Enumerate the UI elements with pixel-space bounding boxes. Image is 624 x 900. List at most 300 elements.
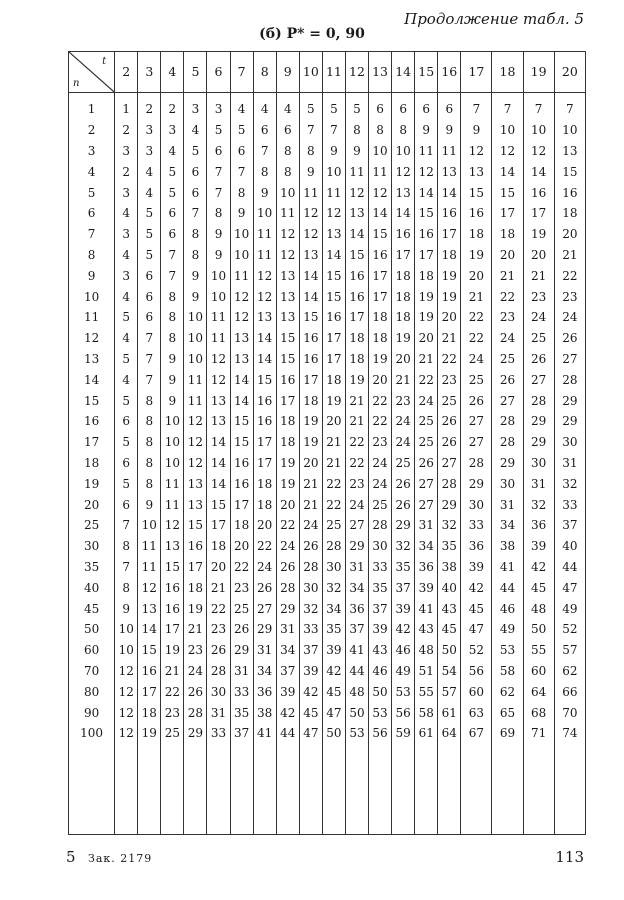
table-body: [69, 93, 586, 835]
table-cell: 60: [461, 681, 492, 702]
table-cell: 5: [115, 307, 138, 328]
table-cell: 29: [276, 598, 299, 619]
table-cell: 5: [115, 349, 138, 370]
table-cell: 31: [207, 702, 230, 723]
table-cell: 31: [230, 661, 253, 682]
table-cell: 37: [554, 515, 585, 536]
table-cell: 29: [461, 473, 492, 494]
table-cell: 56: [369, 723, 392, 744]
table-cell: 19: [184, 598, 207, 619]
table-cell: 7: [461, 93, 492, 120]
table-cell: 16: [392, 224, 415, 245]
table-cell: 15: [554, 161, 585, 182]
table-cell: 6: [438, 93, 461, 120]
table-cell: 25: [369, 494, 392, 515]
table-cell: 13: [184, 494, 207, 515]
table-cell: 33: [207, 723, 230, 744]
table-cell: 20: [461, 265, 492, 286]
table-cell: 12: [369, 182, 392, 203]
table-cell: 48: [415, 640, 438, 661]
table-cell: 36: [461, 536, 492, 557]
empty-cell: [138, 744, 161, 835]
table-cell: 21: [161, 661, 184, 682]
empty-cell: [322, 744, 345, 835]
table-cell: 23: [369, 432, 392, 453]
table-cell: 17: [207, 515, 230, 536]
row-header: 14: [69, 369, 115, 390]
table-cell: 18: [392, 265, 415, 286]
empty-cell: [523, 744, 554, 835]
empty-cell: [299, 744, 322, 835]
table-cell: 18: [299, 390, 322, 411]
table-cell: 21: [299, 473, 322, 494]
table-cell: 53: [369, 702, 392, 723]
table-cell: 28: [554, 369, 585, 390]
table-cell: 56: [461, 661, 492, 682]
table-cell: 39: [276, 681, 299, 702]
table-cell: 5: [161, 161, 184, 182]
table-filler-row: [69, 744, 586, 835]
table-cell: 37: [299, 640, 322, 661]
table-cell: 61: [438, 702, 461, 723]
table-cell: 11: [299, 182, 322, 203]
table-cell: 29: [253, 619, 276, 640]
table-cell: 6: [115, 494, 138, 515]
table-cell: 27: [415, 473, 438, 494]
table-cell: 7: [253, 141, 276, 162]
table-cell: 11: [184, 390, 207, 411]
table-cell: 29: [230, 640, 253, 661]
table-cell: 7: [322, 120, 345, 141]
column-header: 10: [299, 52, 322, 93]
table-cell: 4: [230, 93, 253, 120]
table-cell: 13: [554, 141, 585, 162]
empty-cell: [184, 744, 207, 835]
table-cell: 5: [230, 120, 253, 141]
table-cell: 13: [161, 536, 184, 557]
table-cell: 16: [345, 286, 368, 307]
table-cell: 28: [322, 536, 345, 557]
table-cell: 28: [461, 453, 492, 474]
table-cell: 28: [523, 390, 554, 411]
table-cell: 39: [392, 598, 415, 619]
row-header: 90: [69, 702, 115, 723]
table-cell: 21: [184, 619, 207, 640]
table-cell: 3: [115, 182, 138, 203]
table-cell: 21: [322, 453, 345, 474]
table-cell: 13: [461, 161, 492, 182]
row-header: 4: [69, 161, 115, 182]
table-cell: 34: [415, 536, 438, 557]
table-row: [69, 473, 586, 494]
table-cell: 20: [554, 224, 585, 245]
table-cell: 13: [276, 265, 299, 286]
table-cell: 11: [161, 494, 184, 515]
table-cell: 8: [138, 411, 161, 432]
table-cell: 22: [369, 411, 392, 432]
row-header: 50: [69, 619, 115, 640]
table-cell: 42: [299, 681, 322, 702]
table-cell: 9: [161, 390, 184, 411]
table-cell: 28: [299, 557, 322, 578]
table-cell: 13: [299, 245, 322, 266]
column-header: 12: [345, 52, 368, 93]
table-cell: 19: [369, 349, 392, 370]
table-cell: 46: [369, 661, 392, 682]
table-cell: 3: [207, 93, 230, 120]
empty-cell: [230, 744, 253, 835]
column-header: 2: [115, 52, 138, 93]
table-cell: 25: [415, 411, 438, 432]
table-cell: 22: [415, 369, 438, 390]
table-cell: 39: [523, 536, 554, 557]
table-cell: 28: [184, 702, 207, 723]
table-cell: 25: [438, 390, 461, 411]
table-cell: 12: [415, 161, 438, 182]
table-cell: 13: [345, 203, 368, 224]
table-row: [69, 557, 586, 578]
table-cell: 6: [392, 93, 415, 120]
table-cell: 47: [461, 619, 492, 640]
row-header: 8: [69, 245, 115, 266]
table-cell: 38: [253, 702, 276, 723]
column-header: 3: [138, 52, 161, 93]
table-cell: 11: [253, 224, 276, 245]
column-header: 11: [322, 52, 345, 93]
table-cell: 14: [230, 369, 253, 390]
table-cell: 13: [392, 182, 415, 203]
empty-cell: [69, 744, 115, 835]
table-cell: 17: [392, 245, 415, 266]
table-cell: 32: [299, 598, 322, 619]
table-cell: 27: [461, 432, 492, 453]
table-cell: 16: [322, 307, 345, 328]
table-cell: 14: [207, 432, 230, 453]
table-cell: 3: [138, 120, 161, 141]
table-cell: 23: [438, 369, 461, 390]
table-cell: 10: [554, 120, 585, 141]
table-cell: 41: [345, 640, 368, 661]
table-cell: 9: [345, 141, 368, 162]
table-cell: 13: [207, 390, 230, 411]
table-cell: 4: [253, 93, 276, 120]
table-cell: 36: [253, 681, 276, 702]
table-cell: 27: [253, 598, 276, 619]
table-cell: 27: [438, 453, 461, 474]
column-header: 4: [161, 52, 184, 93]
table-cell: 25: [492, 349, 523, 370]
table-cell: 30: [299, 577, 322, 598]
table-cell: 69: [492, 723, 523, 744]
table-cell: 18: [207, 536, 230, 557]
table-cell: 3: [184, 93, 207, 120]
table-cell: 12: [523, 141, 554, 162]
table-cell: 7: [161, 245, 184, 266]
table-cell: 9: [438, 120, 461, 141]
table-cell: 29: [523, 411, 554, 432]
table-cell: 6: [415, 93, 438, 120]
table-cell: 10: [161, 453, 184, 474]
table-cell: 31: [554, 453, 585, 474]
table-cell: 6: [138, 286, 161, 307]
table-cell: 7: [230, 161, 253, 182]
table-cell: 28: [438, 473, 461, 494]
table-cell: 17: [253, 453, 276, 474]
table-cell: 19: [438, 286, 461, 307]
table-cell: 5: [138, 224, 161, 245]
table-cell: 17: [345, 307, 368, 328]
table-cell: 14: [415, 182, 438, 203]
table-cell: 66: [554, 681, 585, 702]
table-cell: 28: [369, 515, 392, 536]
data-table: [68, 51, 586, 835]
empty-cell: [369, 744, 392, 835]
table-row: [69, 723, 586, 744]
table-cell: 17: [322, 349, 345, 370]
table-cell: 10: [115, 619, 138, 640]
table-cell: 21: [345, 411, 368, 432]
table-cell: 31: [415, 515, 438, 536]
table-cell: 11: [253, 245, 276, 266]
table-cell: 6: [161, 224, 184, 245]
column-header: 13: [369, 52, 392, 93]
table-cell: 8: [138, 432, 161, 453]
table-cell: 4: [115, 245, 138, 266]
table-cell: 6: [369, 93, 392, 120]
table-header-row: [69, 52, 586, 93]
signature-number: 5: [66, 848, 76, 866]
table-cell: 22: [207, 598, 230, 619]
table-cell: 17: [253, 432, 276, 453]
table-cell: 23: [161, 702, 184, 723]
table-cell: 16: [523, 182, 554, 203]
table-cell: 7: [184, 203, 207, 224]
table-row: [69, 307, 586, 328]
table-cell: 24: [461, 349, 492, 370]
table-cell: 5: [345, 93, 368, 120]
table-cell: 18: [322, 369, 345, 390]
table-cell: 11: [345, 161, 368, 182]
table-cell: 18: [184, 577, 207, 598]
table-cell: 39: [369, 619, 392, 640]
table-cell: 49: [392, 661, 415, 682]
table-cell: 26: [299, 536, 322, 557]
table-cell: 9: [115, 598, 138, 619]
table-cell: 12: [299, 203, 322, 224]
table-cell: 27: [345, 515, 368, 536]
table-cell: 57: [554, 640, 585, 661]
table-cell: 25: [161, 723, 184, 744]
table-cell: 5: [115, 432, 138, 453]
table-cell: 34: [345, 577, 368, 598]
table-cell: 58: [492, 661, 523, 682]
table-cell: 14: [322, 245, 345, 266]
table-cell: 67: [461, 723, 492, 744]
table-row: [69, 619, 586, 640]
table-cell: 38: [492, 536, 523, 557]
table-cell: 25: [392, 453, 415, 474]
table-cell: 12: [392, 161, 415, 182]
table-cell: 7: [115, 557, 138, 578]
column-header: 6: [207, 52, 230, 93]
table-cell: 19: [438, 265, 461, 286]
table-cell: 16: [461, 203, 492, 224]
table-cell: 9: [138, 494, 161, 515]
table-cell: 18: [438, 245, 461, 266]
table-cell: 58: [415, 702, 438, 723]
table-cell: 14: [253, 349, 276, 370]
table-cell: 50: [369, 681, 392, 702]
table-cell: 34: [492, 515, 523, 536]
table-cell: 35: [322, 619, 345, 640]
table-cell: 10: [207, 286, 230, 307]
empty-cell: [554, 744, 585, 835]
table-cell: 17: [184, 557, 207, 578]
table-cell: 17: [369, 265, 392, 286]
table-cell: 46: [392, 640, 415, 661]
table-cell: 8: [369, 120, 392, 141]
table-cell: 10: [230, 245, 253, 266]
table-cell: 6: [184, 182, 207, 203]
table-cell: 39: [415, 577, 438, 598]
table-cell: 21: [554, 245, 585, 266]
table-cell: 17: [230, 494, 253, 515]
empty-cell: [207, 744, 230, 835]
table-cell: 20: [207, 557, 230, 578]
table-cell: 13: [276, 307, 299, 328]
table-cell: 49: [492, 619, 523, 640]
table-cell: 10: [392, 141, 415, 162]
table-cell: 42: [322, 661, 345, 682]
table-cell: 15: [345, 245, 368, 266]
row-header: 6: [69, 203, 115, 224]
table-cell: 12: [322, 203, 345, 224]
table-cell: 26: [392, 473, 415, 494]
table-cell: 17: [523, 203, 554, 224]
table-cell: 15: [230, 432, 253, 453]
column-header: 15: [415, 52, 438, 93]
table-cell: 24: [492, 328, 523, 349]
table-cell: 29: [184, 723, 207, 744]
table-cell: 26: [438, 411, 461, 432]
table-cell: 19: [461, 245, 492, 266]
table-cell: 18: [492, 224, 523, 245]
table-cell: 40: [438, 577, 461, 598]
table-cell: 74: [554, 723, 585, 744]
table-cell: 21: [438, 328, 461, 349]
table-cell: 8: [207, 203, 230, 224]
table-cell: 68: [523, 702, 554, 723]
table-cell: 22: [554, 265, 585, 286]
empty-cell: [392, 744, 415, 835]
table-cell: 21: [461, 286, 492, 307]
table-cell: 21: [492, 265, 523, 286]
table-cell: 57: [438, 681, 461, 702]
table-cell: 22: [461, 307, 492, 328]
table-cell: 21: [299, 494, 322, 515]
table-cell: 10: [184, 349, 207, 370]
table-cell: 62: [492, 681, 523, 702]
table-cell: 10: [161, 411, 184, 432]
table-cell: 8: [276, 141, 299, 162]
table-cell: 30: [207, 681, 230, 702]
table-cell: 9: [415, 120, 438, 141]
table-cell: 6: [161, 203, 184, 224]
row-header: 11: [69, 307, 115, 328]
table-cell: 18: [461, 224, 492, 245]
table-cell: 27: [415, 494, 438, 515]
table-cell: 29: [523, 432, 554, 453]
table-cell: 28: [276, 577, 299, 598]
table-cell: 45: [523, 577, 554, 598]
table-cell: 14: [438, 182, 461, 203]
table-cell: 18: [276, 432, 299, 453]
table-cell: 13: [438, 161, 461, 182]
table-cell: 20: [369, 369, 392, 390]
table-cell: 24: [392, 432, 415, 453]
table-cell: 8: [161, 286, 184, 307]
table-row: [69, 661, 586, 682]
table-cell: 47: [299, 723, 322, 744]
page-number: 113: [555, 848, 584, 866]
table-cell: 53: [492, 640, 523, 661]
empty-cell: [415, 744, 438, 835]
table-cell: 21: [322, 432, 345, 453]
table-cell: 32: [392, 536, 415, 557]
table-cell: 23: [345, 473, 368, 494]
column-header: 18: [492, 52, 523, 93]
table-cell: 21: [345, 390, 368, 411]
table-cell: 34: [322, 598, 345, 619]
table-cell: 27: [461, 411, 492, 432]
table-cell: 8: [230, 182, 253, 203]
table-cell: 50: [523, 619, 554, 640]
table-cell: 18: [253, 473, 276, 494]
table-row: [69, 328, 586, 349]
table-cell: 14: [207, 473, 230, 494]
table-cell: 27: [554, 349, 585, 370]
table-cell: 11: [138, 536, 161, 557]
row-header: 35: [69, 557, 115, 578]
row-symbol: n: [73, 78, 80, 89]
table-cell: 13: [322, 224, 345, 245]
table-cell: 31: [492, 494, 523, 515]
table-cell: 52: [461, 640, 492, 661]
table-cell: 8: [184, 224, 207, 245]
table-cell: 8: [392, 120, 415, 141]
row-header: 16: [69, 411, 115, 432]
table-row: [69, 286, 586, 307]
table-cell: 24: [392, 411, 415, 432]
table-cell: 12: [299, 224, 322, 245]
table-cell: 25: [415, 432, 438, 453]
table-cell: 15: [492, 182, 523, 203]
table-cell: 17: [322, 328, 345, 349]
table-cell: 8: [138, 390, 161, 411]
table-cell: 14: [345, 224, 368, 245]
table-cell: 19: [322, 390, 345, 411]
table-cell: 18: [392, 286, 415, 307]
table-cell: 35: [369, 577, 392, 598]
table-cell: 8: [253, 161, 276, 182]
table-cell: 38: [438, 557, 461, 578]
table-cell: 5: [161, 182, 184, 203]
table-cell: 7: [138, 349, 161, 370]
table-cell: 19: [138, 723, 161, 744]
table-cell: 23: [392, 390, 415, 411]
corner-cell: [69, 52, 115, 93]
table-cell: 32: [554, 473, 585, 494]
